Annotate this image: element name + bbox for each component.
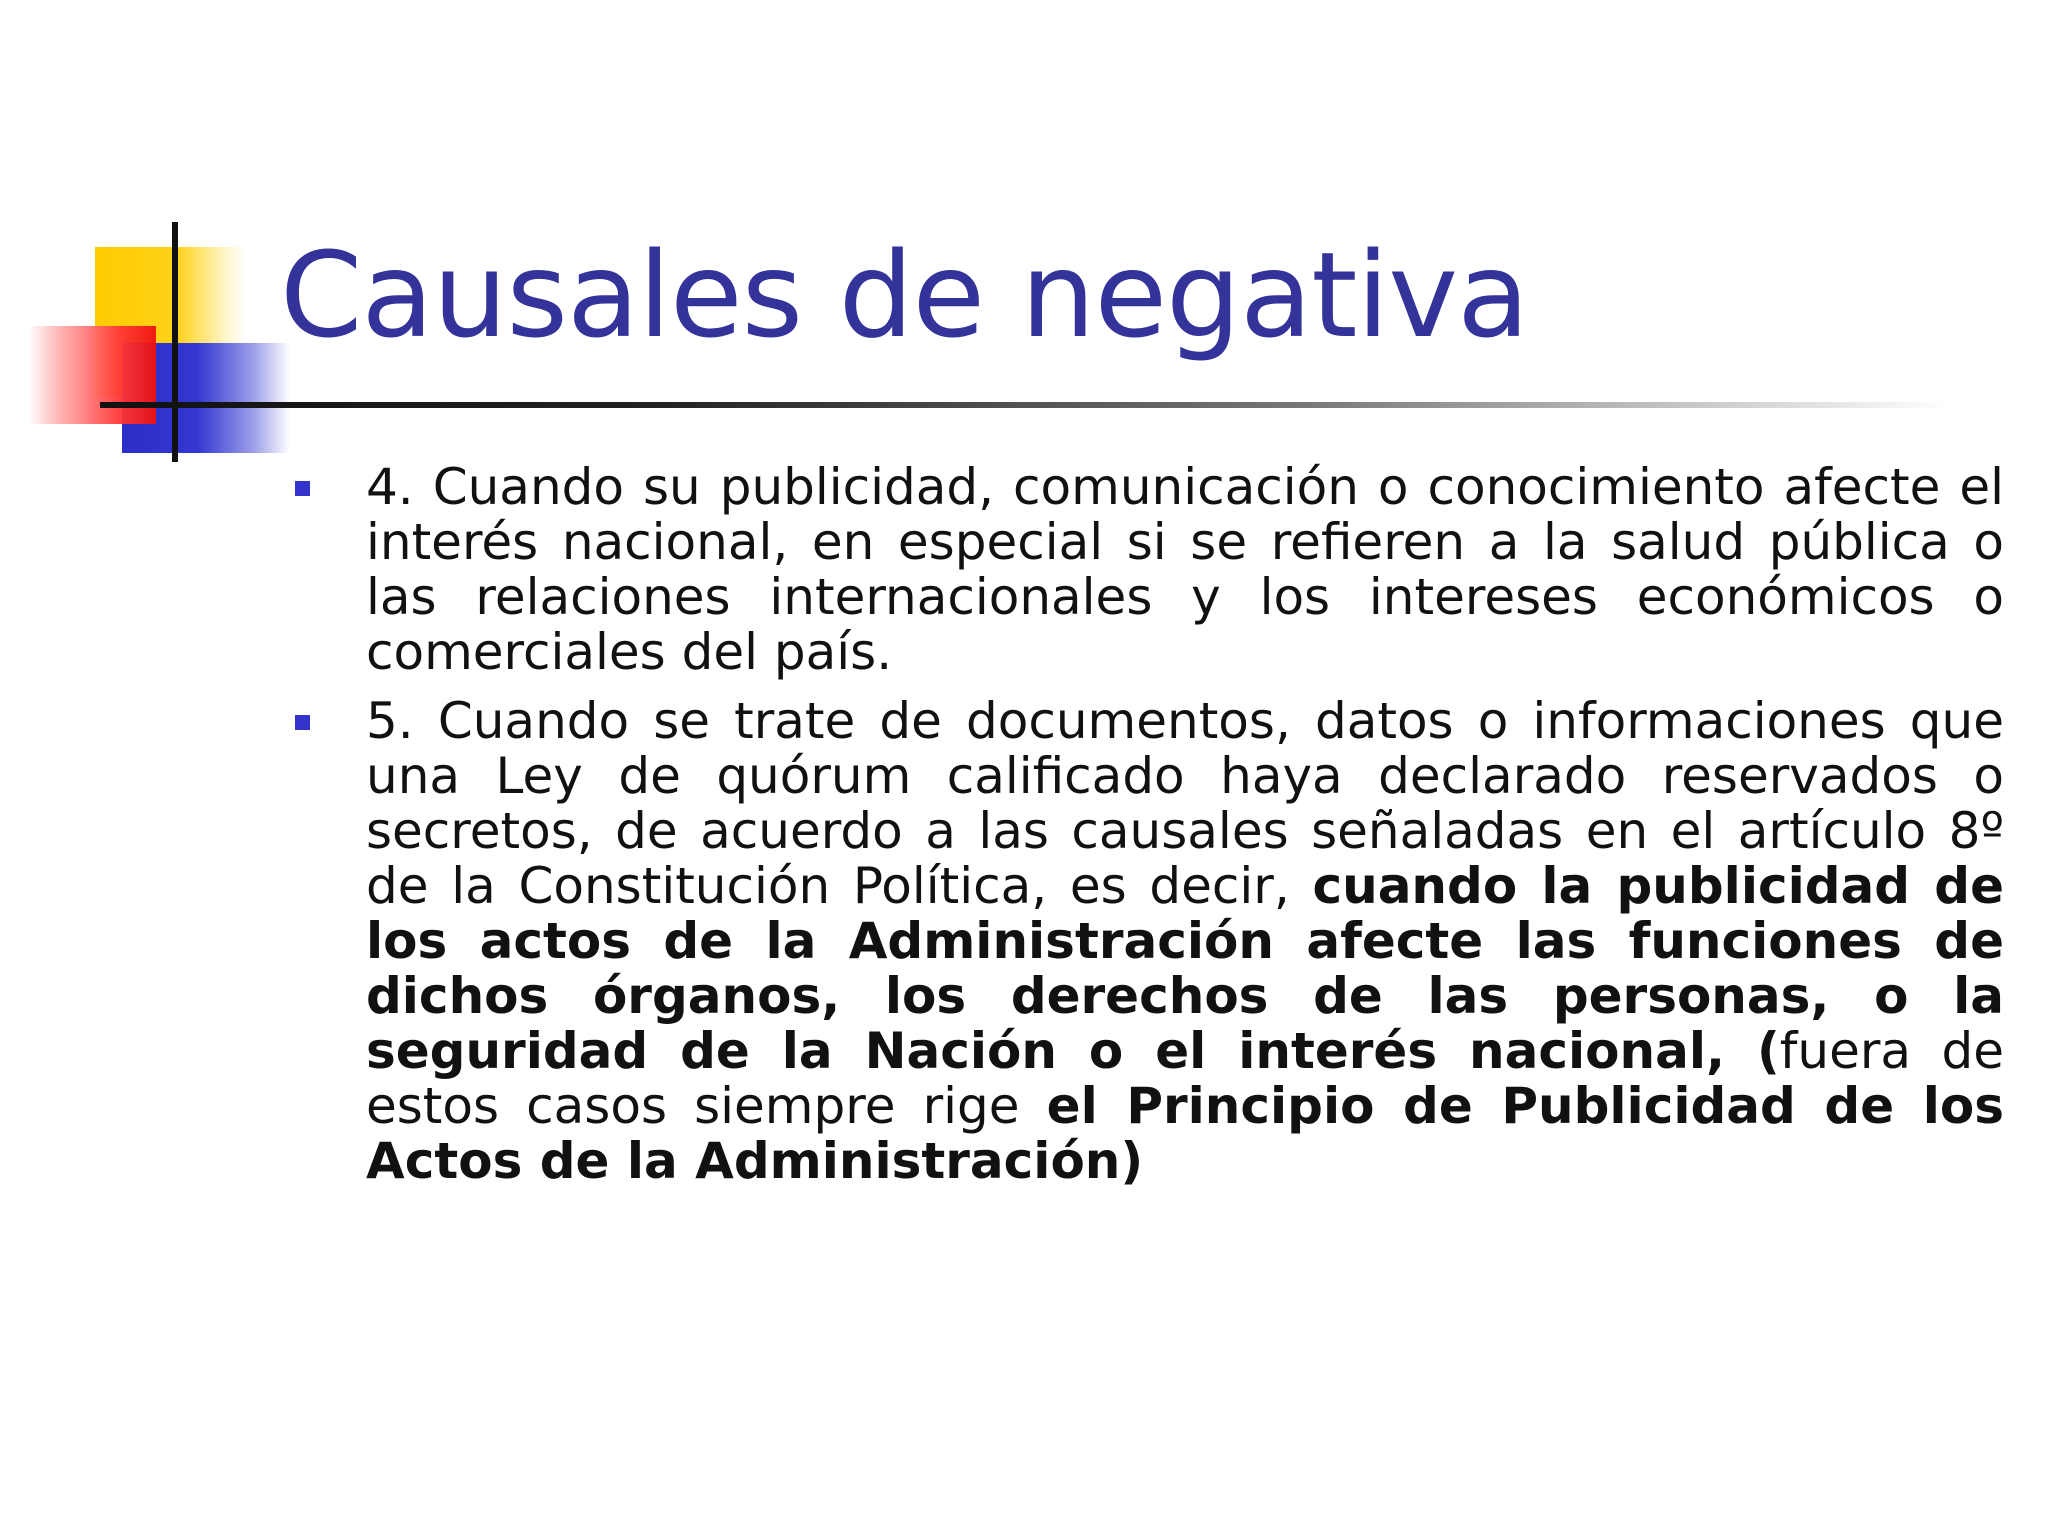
bullet-text-segment: 4. Cuando su publicidad, comunicación o conocimiento afecte el interés nacional, en especial si se refieren a la salud pública o las relaciones internacionales y los intereses económicos o comerciales del país.: [366, 458, 2004, 681]
bullet-text-bold-segment: el Principio de Publicidad de los Actos de la Administración): [366, 1077, 2004, 1190]
decorative-vertical-line: [172, 222, 178, 462]
bullet-text: [366, 694, 2004, 1189]
bullet-text: [366, 460, 2004, 680]
slide-title: Causales de negativa: [280, 226, 1529, 364]
decorative-red-square: [28, 326, 156, 424]
square-bullet-icon: [295, 715, 310, 730]
bullet-item-4: [286, 460, 2004, 680]
square-bullet-icon: [295, 481, 310, 496]
bullet-list: [286, 460, 2004, 1203]
bullet-text-bold-segment: cuando la publicidad de los actos de la Administración afecte las funciones de dichos órganos, los derechos de las personas, o la seguridad de la Nación o el interés nacional, (: [366, 857, 2004, 1080]
title-underline: [100, 402, 1950, 408]
bullet-item-5: [286, 694, 2004, 1189]
bullet-text-segment: fuera de estos casos siempre rige: [366, 1022, 2004, 1135]
bullet-text-segment: 5. Cuando se trate de documentos, datos o informaciones que una Ley de quórum calificado haya declarado reservados o secretos, de acuerdo a las causales señaladas en el artículo 8º de la Constitución Política, es decir,: [366, 692, 2004, 915]
